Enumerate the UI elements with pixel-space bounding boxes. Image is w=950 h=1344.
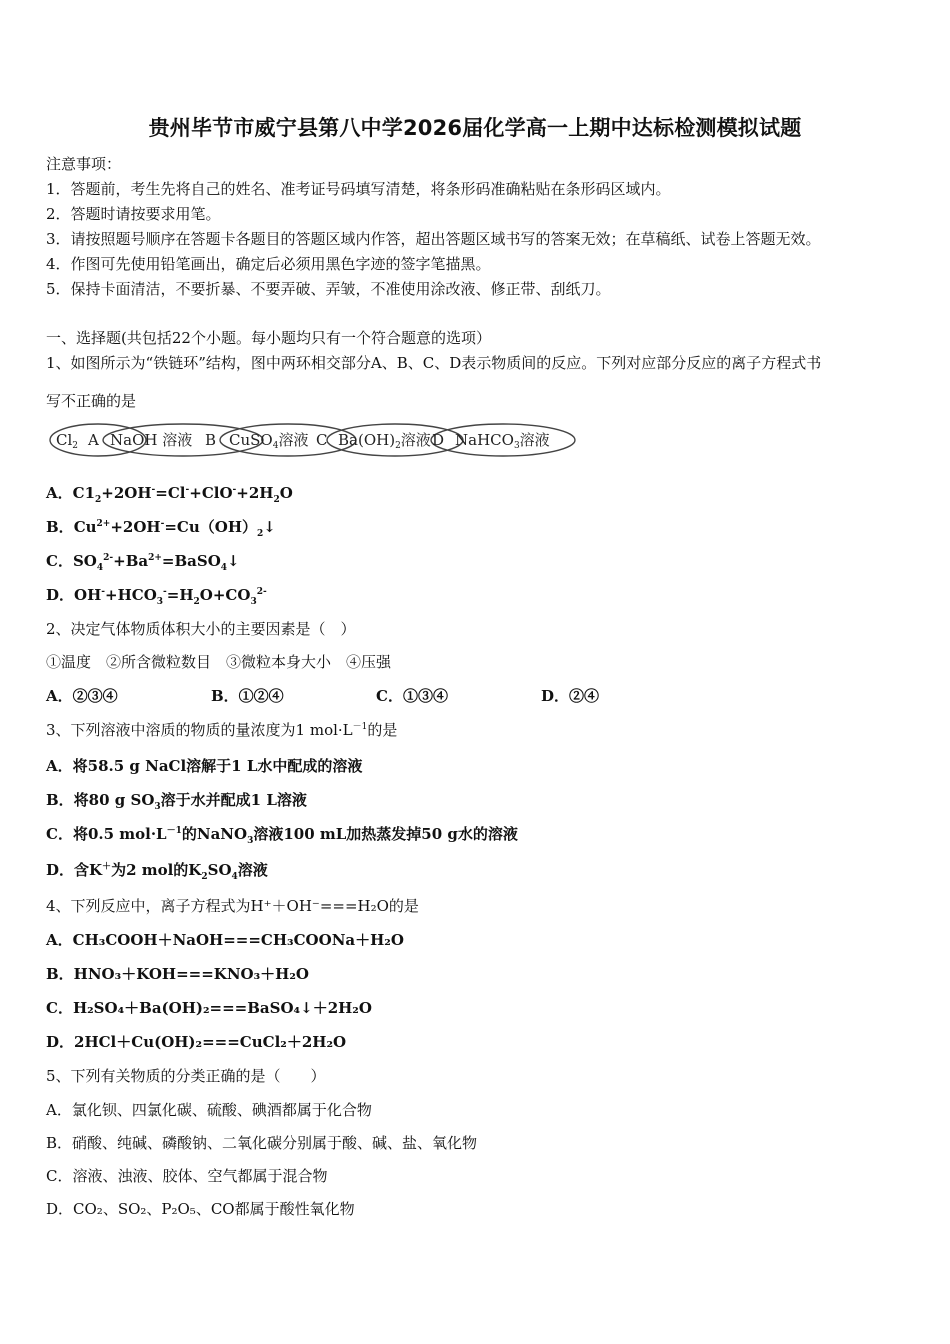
q4-option-d: D．2HCl＋Cu(OH)₂===CuCl₂＋2H₂O <box>46 1033 347 1051</box>
chain-naoh: NaOH 溶液 <box>110 431 193 449</box>
q5-option-d: D．CO₂、SO₂、P₂O₅、CO都属于酸性氧化物 <box>46 1200 355 1218</box>
q5-option-a: A．氯化钡、四氯化碳、硫酸、碘酒都属于化合物 <box>46 1101 372 1119</box>
chain-nahco3: NaHCO$_3$溶液 <box>455 431 550 451</box>
notice-item: 3．请按照题号顺序在答题卡各题目的答题区域内作答，超出答题区域书写的答案无效；在草稿纸、试卷上答题无效。 <box>46 230 821 248</box>
chain-baoh2: $Ba(OH)_2$溶液 <box>338 431 431 451</box>
chain-cuso4: CuSO$_4$溶液 <box>229 431 309 451</box>
notice-item: 1．答题前，考生先将自己的姓名、准考证号码填写清楚，将条形码准确粘贴在条形码区域内。 <box>46 180 671 198</box>
notice-item: 5．保持卡面清洁，不要折暴、不要弄破、弄皱，不准使用涂改液、修正带、刮纸刀。 <box>46 280 611 298</box>
page-title: 贵州毕节市威宁县第八中学2026届化学高一上期中达标检测模拟试题 <box>148 116 802 140</box>
q1-option-d: D．$OH^-+HCO_3^-=H_2O+CO_3^{2-}$ <box>46 586 267 607</box>
chain-label-a: A <box>88 431 99 449</box>
chain-label-c: C <box>316 431 328 449</box>
iron-chain-diagram <box>48 420 578 460</box>
notice-heading: 注意事项： <box>46 155 122 173</box>
q2-factors: ①温度 ②所含微粒数目 ③微粒本身大小 ④压强 <box>46 653 392 671</box>
q3-option-b: B．将80 g $SO_3$溶于水并配成1 L溶液 <box>46 791 307 812</box>
chain-label-d: D <box>432 431 445 449</box>
q1-option-c: C．$SO_4^{2-}+Ba^{2+}=BaSO_4↓$ <box>46 552 240 573</box>
q2-option-a: A．②③④ <box>46 687 118 705</box>
q2-option-d: D．②④ <box>541 687 600 705</box>
notice-item: 2．答题时请按要求用笔。 <box>46 205 221 223</box>
q5-option-b: B．硝酸、纯碱、磷酸钠、二氧化碳分别属于酸、碱、盐、氧化物 <box>46 1134 478 1152</box>
q1-option-b: B．$Cu^{2+}+2OH^-=Cu(OH)_2↓$ <box>46 518 276 539</box>
q4-stem: 4、下列反应中，离子方程式为H⁺＋OH⁻===H₂O的是 <box>46 897 419 915</box>
q3-option-d: D．含K＋为2 mol的$K_2SO_4$溶液 <box>46 861 268 882</box>
q3-option-a: A．将58.5 g NaCl溶解于1 L水中配成的溶液 <box>46 757 363 775</box>
q4-option-b: B．HNO₃＋KOH===KNO₃＋H₂O <box>46 965 309 983</box>
section-heading: 一、选择题(共包括22个小题。每小题均只有一个符合题意的选项） <box>46 329 491 347</box>
q5-stem: 5、下列有关物质的分类正确的是（ ） <box>46 1067 326 1085</box>
q1-stem: 1、如图所示为“铁链环”结构，图中两环相交部分A、B、C、D表示物质间的反应。下列对应部分反应的离子方程式书 <box>46 354 822 372</box>
q2-stem: 2、决定气体物质体积大小的主要因素是（ ） <box>46 620 356 638</box>
q2-option-c: C．①③④ <box>376 687 448 705</box>
chain-label-b: B <box>205 431 217 449</box>
q2-option-b: B．①②④ <box>211 687 284 705</box>
q4-option-a: A．CH₃COOH＋NaOH===CH₃COONa＋H₂O <box>46 931 404 949</box>
q3-option-c: C．将0.5 $mol\cdot L^{-1}$的NaNO$_3$溶液100 mL加热蒸发掉50 g水的溶液 <box>46 825 518 846</box>
notice-item: 4．作图可先使用铅笔画出，确定后必须用黑色字迹的签字笔描黑。 <box>46 255 491 273</box>
q4-option-c: C．H₂SO₄＋Ba(OH)₂===BaSO₄↓＋2H₂O <box>46 999 372 1017</box>
q1-option-a: A．$C1_2+2OH^-=Cl^-+ClO^-+2H_2O$ <box>46 484 293 505</box>
q3-stem: 3、下列溶液中溶质的物质的量浓度为1 $mol\cdot L^{-1}$的是 <box>46 721 398 739</box>
q1-stem-cont: 写不正确的是 <box>46 392 137 410</box>
q5-option-c: C．溶液、浊液、胶体、空气都属于混合物 <box>46 1167 328 1185</box>
chain-cl2: $Cl_2$ <box>56 431 79 451</box>
